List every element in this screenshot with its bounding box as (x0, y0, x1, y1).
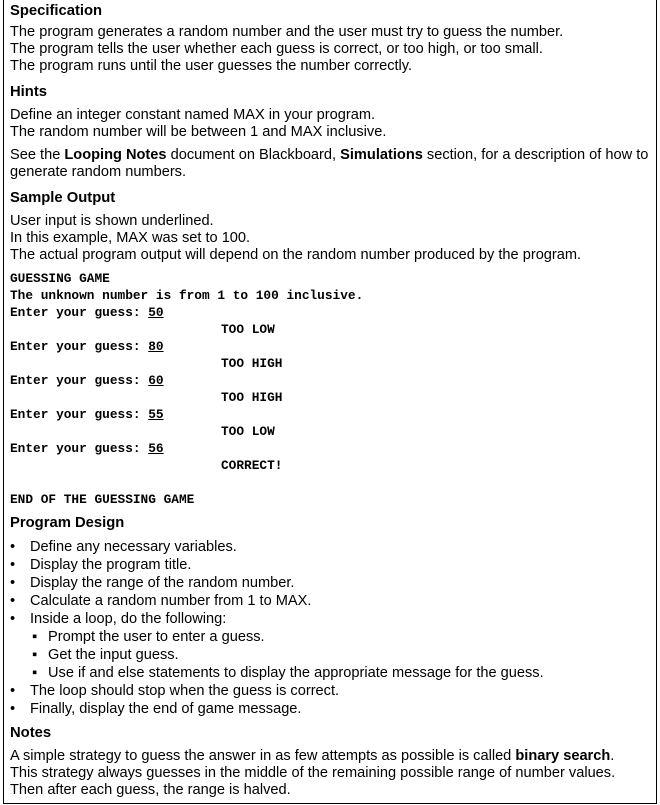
binary-search-term: binary search (515, 748, 611, 764)
spec-line: The program runs until the user guesses the number correctly. (10, 58, 413, 74)
console-title: GUESSING GAME (10, 271, 110, 286)
design-item: • Calculate a random number from 1 to MAX. (10, 592, 650, 610)
console-end: END OF THE GUESSING GAME (10, 492, 195, 507)
notes-body (10, 748, 650, 799)
program-design-list (10, 538, 650, 718)
sample-output-body (10, 213, 650, 264)
design-sub-item: ▪ Prompt the user to enter a guess. (10, 628, 650, 646)
console-response: TOO HIGH (221, 356, 283, 371)
notes-line: A simple strategy to guess the answer in as few attempts as possible is called binary search. (10, 748, 615, 764)
console-prompt-line: Enter your guess: 56 (10, 441, 164, 456)
notes-line: Then after each guess, the range is halved. (10, 782, 291, 798)
console-prompt-line: Enter your guess: 55 (10, 407, 164, 422)
console-response: TOO LOW (221, 322, 275, 337)
user-input: 50 (148, 305, 164, 320)
notes-line: This strategy always guesses in the middle of the remaining possible range of number values. (10, 765, 616, 781)
sample-line: User input is shown underlined. (10, 213, 214, 229)
see-line: See the Looping Notes document on Blackboard, Simulations section, for a description of how to (10, 147, 649, 163)
document-content (10, 2, 650, 799)
user-input: 80 (148, 339, 164, 354)
console-prompt-line: Enter your guess: 60 (10, 373, 164, 388)
design-item: • Finally, display the end of game message. (10, 700, 650, 718)
hints-body (10, 107, 650, 141)
console-blank-line (10, 474, 650, 491)
design-item: • Display the range of the random number. (10, 574, 650, 592)
spec-line: The program generates a random number and the user must try to guess the number. (10, 24, 564, 40)
design-item: • Inside a loop, do the following: (10, 610, 650, 628)
console-range: The unknown number is from 1 to 100 inclusive. (10, 288, 364, 303)
console-prompt-line: Enter your guess: 50 (10, 305, 164, 320)
design-item: • Define any necessary variables. (10, 538, 650, 556)
user-input: 60 (148, 373, 164, 388)
user-input: 56 (148, 441, 164, 456)
sample-line: The actual program output will depend on the random number produced by the program. (10, 247, 582, 263)
looping-notes-ref: Looping Notes (64, 147, 167, 163)
specification-heading: Specification (10, 3, 103, 19)
specification-body (10, 24, 650, 75)
hint-line: The random number will be between 1 and MAX inclusive. (10, 124, 387, 140)
sample-line: In this example, MAX was set to 100. (10, 230, 251, 246)
sample-output-heading: Sample Output (10, 190, 116, 206)
console-prompt-line: Enter your guess: 80 (10, 339, 164, 354)
design-item: • Display the program title. (10, 556, 650, 574)
console-output (10, 270, 650, 508)
hint-line: Define an integer constant named MAX in your program. (10, 107, 376, 123)
user-input: 55 (148, 407, 164, 422)
console-response: CORRECT! (221, 458, 283, 473)
hints-see-paragraph (10, 147, 650, 181)
spec-line: The program tells the user whether each guess is correct, or too high, or too small. (10, 41, 543, 57)
simulations-ref: Simulations (340, 147, 423, 163)
program-design-heading: Program Design (10, 515, 125, 531)
hints-heading: Hints (10, 84, 47, 100)
design-item: • The loop should stop when the guess is correct. (10, 682, 650, 700)
design-sub-item: ▪ Use if and else statements to display the appropriate message for the guess. (10, 664, 650, 682)
see-line-2: generate random numbers. (10, 164, 187, 180)
design-sub-item: ▪ Get the input guess. (10, 646, 650, 664)
console-response: TOO LOW (221, 424, 275, 439)
console-response: TOO HIGH (221, 390, 283, 405)
notes-heading: Notes (10, 725, 52, 741)
